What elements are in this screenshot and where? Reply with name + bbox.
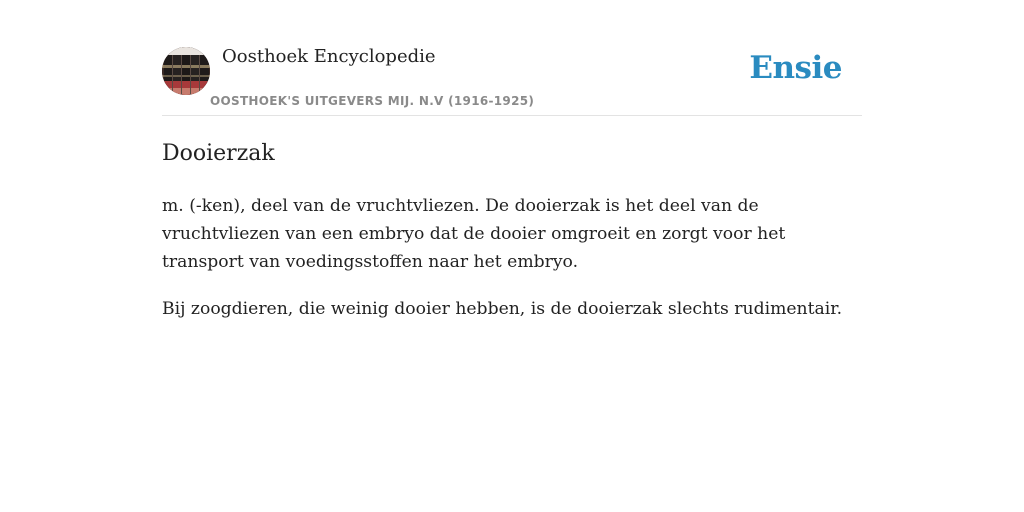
publisher-label: OOSTHOEK'S UITGEVERS MIJ. N.V (1916-1925) [210,94,535,108]
article-paragraph: Bij zoogdieren, die weinig dooier hebben, is de dooierzak slechts rudimentair. [162,299,843,319]
article-paragraph: m. (-ken), deel van de vruchtvliezen. De dooierzak is het deel van de vruchtvliezen van een embryo dat de dooier omgroeit en zorgt voor het transport van voedingsstoffen naar het embryo. [162,196,786,272]
encyclopedia-books-icon[interactable] [162,47,210,95]
article-title: Dooierzak [162,141,275,166]
ensie-logo-link[interactable]: Ensie [749,50,842,86]
article [162,138,862,342]
source-title[interactable]: Oosthoek Encyclopedie [222,46,436,67]
source-header [162,40,862,116]
